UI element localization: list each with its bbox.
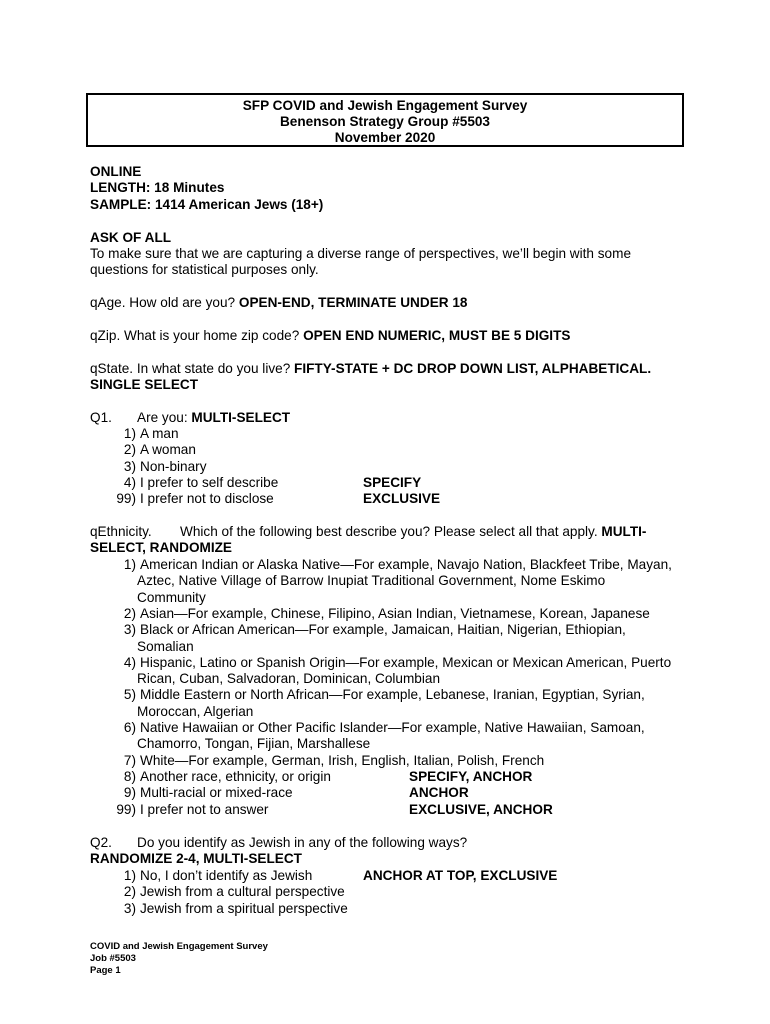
- option-text: Middle Eastern or North African—For example, Lebanese, Iranian, Egyptian, Syrian,: [140, 687, 645, 703]
- option-text: American Indian or Alaska Native—For example, Navajo Nation, Blackfeet Tribe, Mayan,: [140, 557, 672, 572]
- option-instruction: ANCHOR AT TOP, EXCLUSIVE: [363, 868, 558, 883]
- option-text: Non-binary: [140, 458, 207, 474]
- option-number: 2): [123, 442, 136, 458]
- question-ethnicity-text: Which of the following best describe you? Please select all that apply.: [180, 524, 602, 539]
- list-item: [110, 687, 645, 703]
- option-text: Another race, ethnicity, or origin: [140, 768, 331, 784]
- intro-line-1: To make sure that we are capturing a diverse range of perspectives, we’ll begin with some: [90, 246, 632, 261]
- option-number: 2): [123, 605, 136, 621]
- option-text-continued: Aztec, Native Village of Barrow Inupiat Traditional Government, Nome Eskimo: [137, 573, 606, 589]
- question-zip: [90, 328, 570, 344]
- option-number: 3): [123, 622, 136, 638]
- survey-date: November 2020: [334, 130, 436, 146]
- meta-sample: SAMPLE: 1414 American Jews (18+): [90, 197, 324, 212]
- option-instruction: SPECIFY: [363, 474, 422, 490]
- list-item: [110, 785, 293, 801]
- question-state-text: qState. In what state do you live?: [90, 361, 295, 376]
- list-item: [110, 655, 671, 671]
- question-ethnicity: [180, 524, 646, 540]
- option-instruction: EXCLUSIVE, ANCHOR: [409, 801, 553, 817]
- option-text: Jewish from a spiritual perspective: [140, 900, 348, 916]
- question-state-instruction: FIFTY-STATE + DC DROP DOWN LIST, ALPHABETICAL.: [294, 361, 652, 376]
- option-number: 5): [123, 687, 136, 703]
- option-text-continued: Moroccan, Algerian: [137, 703, 254, 719]
- page-footer: [90, 941, 268, 978]
- footer-title: COVID and Jewish Engagement Survey: [90, 941, 268, 952]
- question-zip-text: qZip. What is your home zip code?: [90, 328, 304, 343]
- list-item: [110, 475, 278, 491]
- option-text: A woman: [140, 442, 196, 458]
- option-text: Asian—For example, Chinese, Filipino, Asian Indian, Vietnamese, Korean, Japanese: [140, 605, 650, 621]
- intro-heading: ASK OF ALL: [90, 230, 172, 245]
- option-instruction: SPECIFY, ANCHOR: [409, 768, 533, 784]
- option-text-continued: Community: [137, 589, 206, 605]
- option-number: 8): [123, 768, 136, 784]
- question-state: [90, 361, 651, 377]
- footer-page: Page 1: [90, 965, 121, 977]
- option-number: 99): [116, 801, 136, 817]
- question-zip-instruction: OPEN END NUMERIC, MUST BE 5 DIGITS: [303, 328, 571, 343]
- option-instruction: ANCHOR: [409, 785, 469, 801]
- option-text: I prefer not to disclose: [140, 491, 274, 507]
- question-age: [90, 295, 467, 311]
- question-2-instruction: RANDOMIZE 2-4, MULTI-SELECT: [90, 851, 302, 866]
- option-number: 9): [123, 785, 136, 801]
- option-number: 4): [123, 654, 136, 670]
- list-item: [110, 491, 274, 507]
- list-item: [110, 720, 645, 736]
- option-text: Black or African American—For example, Jamaican, Haitian, Nigerian, Ethiopian,: [140, 622, 626, 638]
- list-item: [110, 622, 626, 638]
- survey-org: Benenson Strategy Group #5503: [279, 114, 490, 130]
- list-item: [110, 606, 650, 622]
- option-text-continued: Somalian: [137, 638, 194, 654]
- question-1-text: Are you:: [137, 410, 192, 425]
- question-ethnicity-instruction: MULTI-: [601, 524, 647, 539]
- option-instruction: EXCLUSIVE: [363, 491, 441, 507]
- option-text: Hispanic, Latino or Spanish Origin—For example, Mexican or Mexican American, Puerto: [140, 654, 672, 670]
- option-text-continued: Rican, Cuban, Salvadoran, Dominican, Columbian: [137, 671, 440, 687]
- question-ethnicity-label: qEthnicity.: [90, 524, 152, 539]
- option-text: Multi-racial or mixed-race: [140, 785, 293, 801]
- meta-length: LENGTH: 18 Minutes: [90, 180, 225, 195]
- footer-job: Job #5503: [90, 953, 136, 965]
- intro-line-2: questions for statistical purposes only.: [90, 262, 319, 277]
- list-item: [110, 459, 207, 475]
- meta-mode: ONLINE: [90, 164, 142, 179]
- question-1: [137, 410, 290, 426]
- list-item: [110, 884, 345, 900]
- option-number: 1): [123, 426, 136, 441]
- option-number: 7): [123, 752, 136, 768]
- list-item: [110, 868, 312, 884]
- list-item: [110, 442, 196, 458]
- option-text: Jewish from a cultural perspective: [140, 884, 345, 900]
- list-item: [110, 769, 331, 785]
- option-text-continued: Chamorro, Tongan, Fijian, Marshallese: [137, 736, 371, 752]
- question-1-label: Q1.: [90, 410, 112, 425]
- option-number: 6): [123, 720, 136, 735]
- option-text: A man: [140, 426, 179, 441]
- list-item: [110, 557, 672, 573]
- option-number: 3): [123, 458, 136, 474]
- option-text: I prefer not to answer: [140, 801, 269, 817]
- question-state-instruction-2: SINGLE SELECT: [90, 377, 199, 392]
- option-text: Native Hawaiian or Other Pacific Islander—For example, Native Hawaiian, Samoan,: [140, 720, 645, 735]
- option-number: 4): [123, 474, 136, 490]
- list-item: [110, 802, 268, 818]
- option-number: 1): [123, 868, 136, 883]
- survey-title: SFP COVID and Jewish Engagement Survey: [242, 98, 528, 113]
- option-number: 99): [116, 491, 136, 507]
- option-number: 1): [123, 557, 136, 572]
- question-2-text: Do you identify as Jewish in any of the following ways?: [137, 835, 468, 850]
- option-text: I prefer to self describe: [140, 474, 279, 490]
- list-item: [110, 901, 348, 917]
- question-age-instruction: OPEN-END, TERMINATE UNDER 18: [238, 295, 468, 310]
- list-item: [110, 426, 179, 442]
- question-1-instruction: MULTI-SELECT: [191, 410, 291, 425]
- title-box: [86, 93, 684, 147]
- question-2-label: Q2.: [90, 835, 112, 850]
- list-item: [110, 753, 544, 769]
- question-age-text: qAge. How old are you?: [90, 295, 239, 310]
- option-text: White—For example, German, Irish, English, Italian, Polish, French: [140, 752, 545, 768]
- option-text: No, I don’t identify as Jewish: [140, 868, 313, 883]
- option-number: 3): [123, 900, 136, 916]
- question-ethnicity-instruction-2: SELECT, RANDOMIZE: [90, 540, 232, 555]
- option-number: 2): [123, 884, 136, 900]
